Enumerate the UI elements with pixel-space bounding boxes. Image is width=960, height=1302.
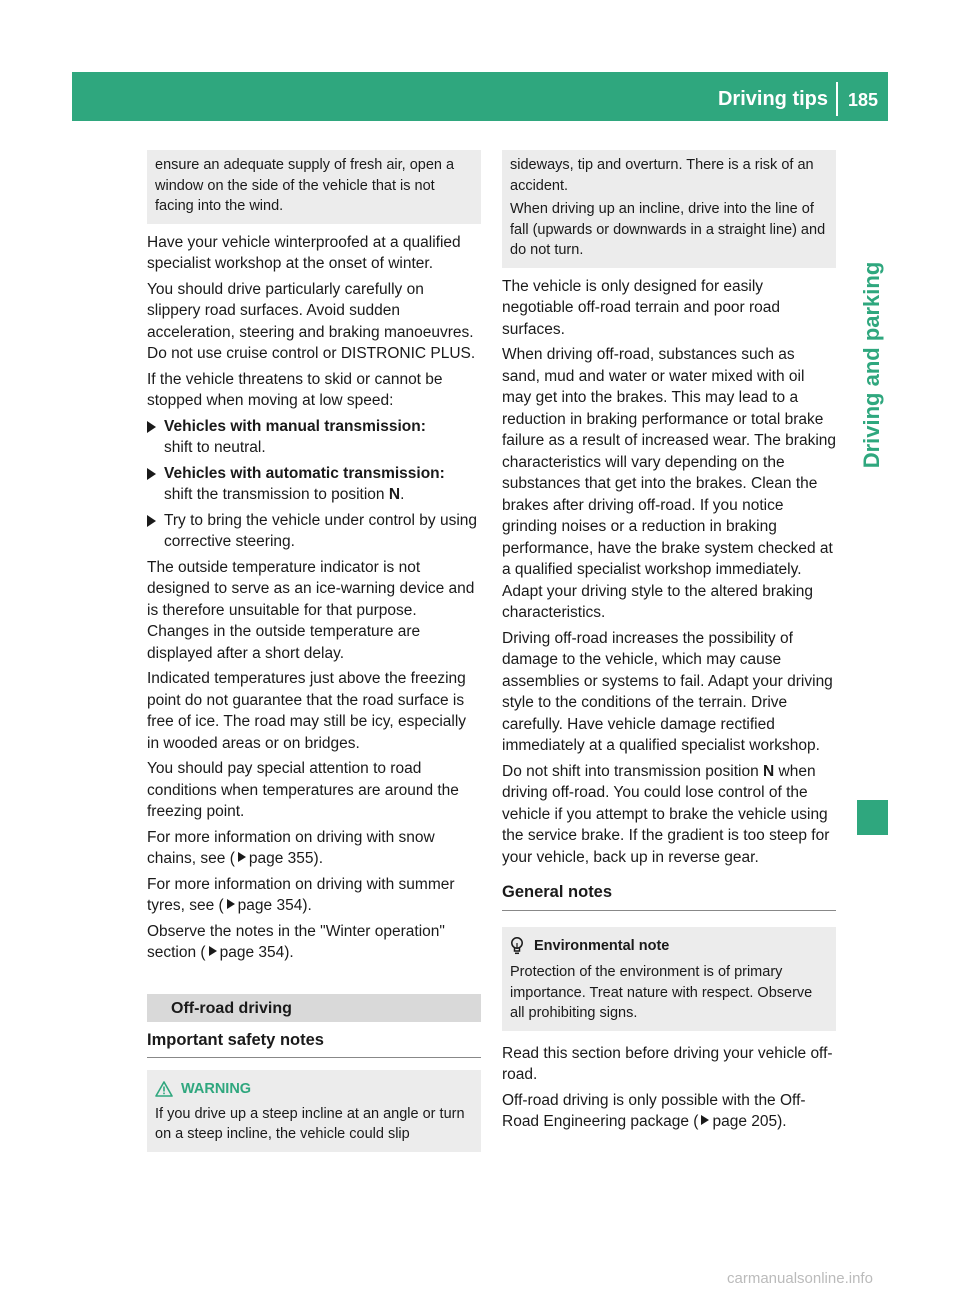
section-heading: Off-road driving [147,994,481,1022]
right-column [502,150,836,1137]
instruction-step: Try to bring the vehicle under control by using corrective steering. [147,510,481,553]
page-link[interactable]: page 354 [219,944,285,961]
paragraph: You should drive particularly carefully on slippery road surfaces. Avoid sudden acceleration, steering and braking manoeuvres. Do not use cruise control or DISTRONIC PLUS. [147,280,476,362]
continued-note-box: ensure an adequate supply of fresh air, open a window on the side of the vehicle that is not facing into the wind. [147,150,481,224]
instruction-step: Vehicles with manual transmission: shift to neutral. [147,416,481,459]
paragraph: When driving off-road, substances such as sand, mud and water or water mixed with oil may get into the brakes. This may lead to a reduction in braking performance or total brake failure as a result of increased wear. The braking characteristics will vary depending on the substances that get into the brakes. Clean the brakes after driving off-road. If you notice grinding noises or a reduction in braking performance, have the brake system checked at a qualified specialist workshop immediately. Adapt your driving style to the altered braking characteristics. [502,346,837,621]
page-link[interactable]: page 205 [712,1113,778,1130]
environmental-note-box: Environmental note Protection of the environment is of primary importance. Treat nature with respect. Observe all prohibiting signs. [502,927,836,1031]
page-ref-icon [238,852,246,862]
side-tab-label: Driving and parking [859,261,884,469]
paragraph: For more information on driving with snow chains, see ( page 355). [147,828,435,867]
page-link[interactable]: page 355 [248,850,314,867]
step-arrow-icon [147,515,156,527]
environmental-note-heading: Environmental note [510,936,828,957]
page-ref-icon [227,899,235,909]
page-number: 185 [848,90,879,110]
paragraph: The outside temperature indicator is not designed to serve as an ice-warning device and is therefore unsuitable for that purpose. Changes in the outside temperature are displayed after a short delay. [147,558,475,662]
paragraph: Have your vehicle winterproofed at a qualified specialist workshop at the onset of winter. [147,233,461,272]
warning-heading: WARNING [155,1079,473,1100]
paragraph: Driving off-road increases the possibility of damage to the vehicle, which may cause assemblies or systems to fail. Adapt your driving style to the conditions of the terrain. Drive carefully. Have vehicle damage rectified immediately at a qualified specialist workshop. [502,629,833,754]
paragraph: You should pay special attention to road conditions when temperatures are around the freezing point. [147,760,459,820]
page-link[interactable]: page 354 [237,897,303,914]
step-arrow-icon [147,421,156,433]
side-tab-marker [857,800,888,835]
page-ref-icon [701,1115,709,1125]
subsection-heading: General notes [502,874,836,911]
lightbulb-icon [510,937,524,955]
paragraph: For more information on driving with summer tyres, see ( page 354). [147,875,455,914]
warning-box: WARNING If you drive up a steep incline at an angle or turn on a steep incline, the vehicle could slip [147,1070,481,1152]
paragraph: Observe the notes in the "Winter operation" section ( page 354). [147,922,445,961]
watermark: carmanualsonline.info [727,1270,873,1287]
left-column [147,150,481,1152]
subsection-heading: Important safety notes [147,1022,481,1059]
step-arrow-icon [147,468,156,480]
paragraph: If the vehicle threatens to skid or cannot be stopped when moving at low speed: [147,370,443,409]
page-ref-icon [209,946,217,956]
paragraph: Off-road driving is only possible with the Off-Road Engineering package ( page 205). [502,1091,806,1130]
header-separator [836,82,838,116]
paragraph: The vehicle is only designed for easily negotiable off-road terrain and poor road surfaces. [502,277,781,338]
section-title: Driving tips [717,88,828,110]
instruction-step: Vehicles with automatic transmission: shift the transmission to position N. [147,463,481,506]
warning-box-continued: sideways, tip and overturn. There is a risk of an accident. When driving up an incline, drive into the line of fall (upwards or downwards in a straight line) and do not turn. [502,150,836,268]
warning-icon [155,1081,173,1097]
paragraph: Indicated temperatures just above the freezing point do not guarantee that the road surface is free of ice. The road may still be icy, especially in wooded areas or on bridges. [147,670,467,752]
paragraph: Do not shift into transmission position N when driving off-road. You could lose control of the vehicle if you attempt to brake the vehicle using the service brake. If the gradient is too steep for your vehicle, back up in reverse gear. [502,762,830,866]
paragraph: Read this section before driving your vehicle off-road. [502,1044,833,1083]
